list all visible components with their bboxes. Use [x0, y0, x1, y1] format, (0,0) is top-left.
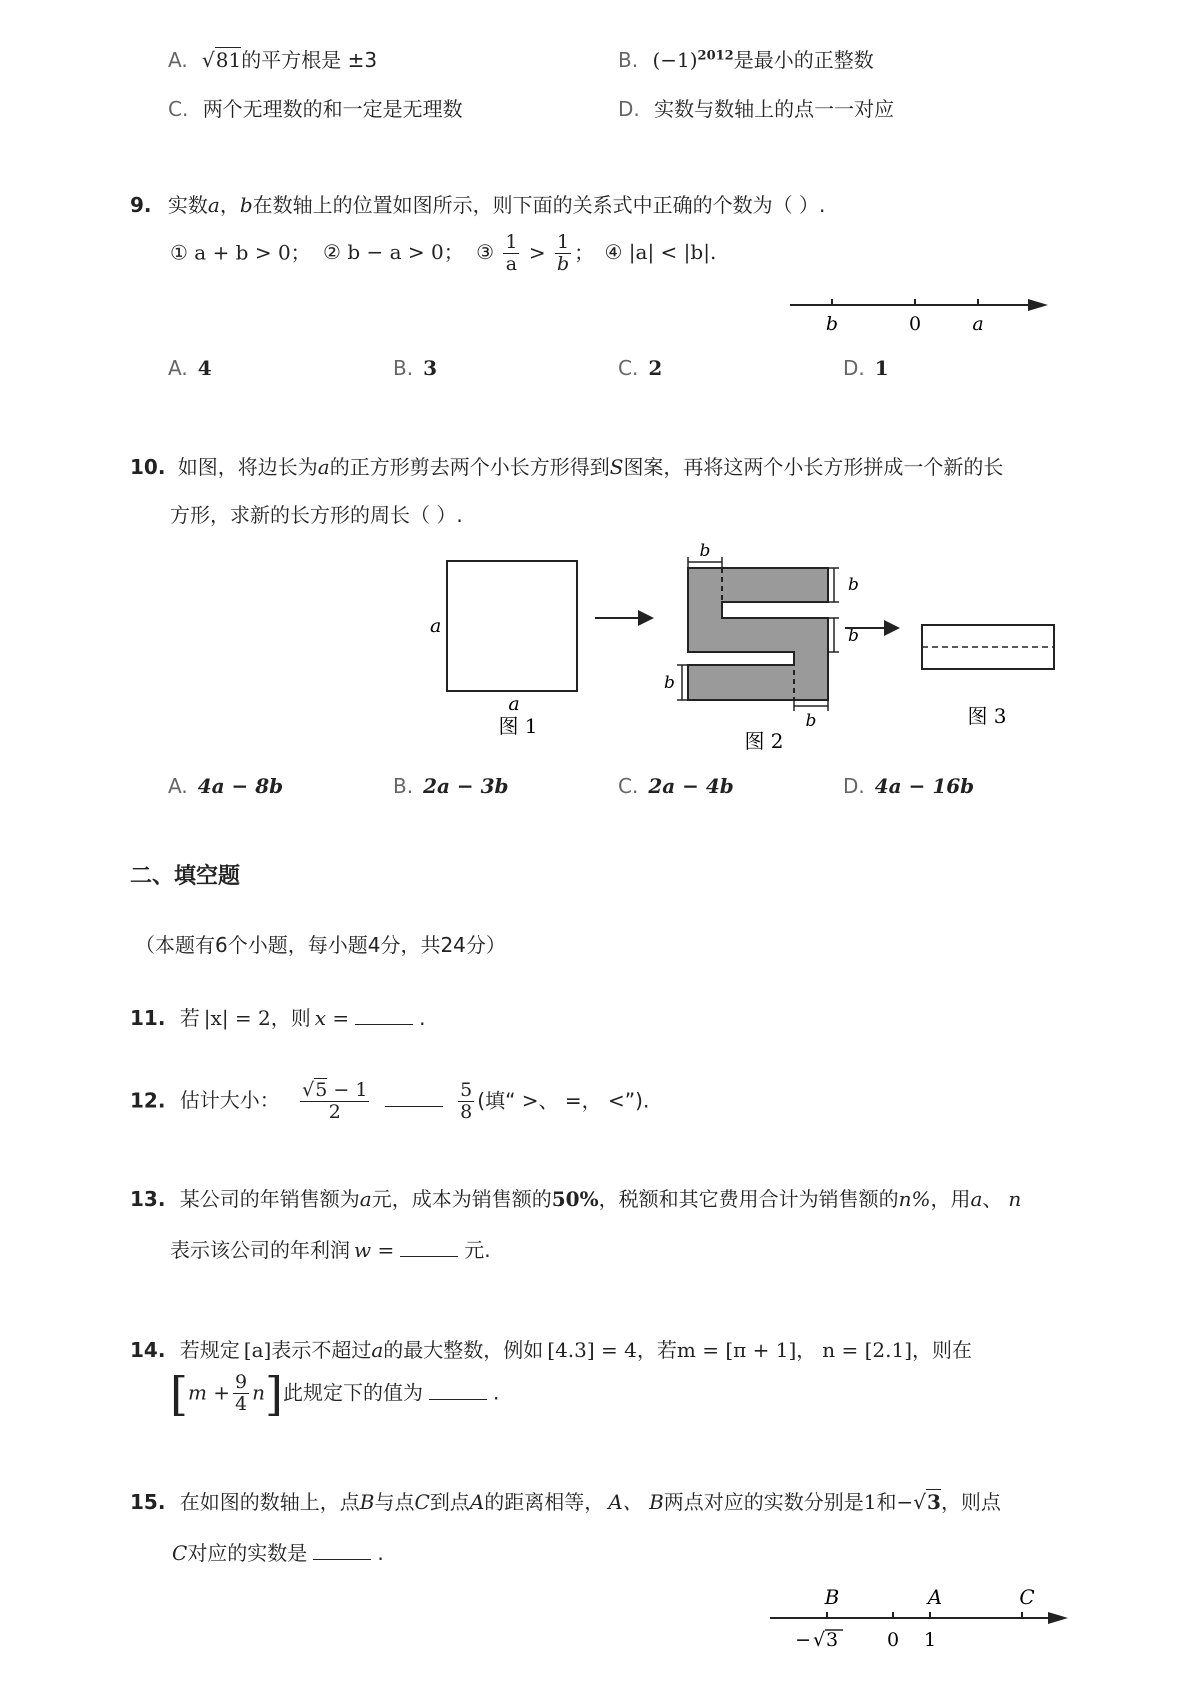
q10-option-b[interactable]: [393, 774, 509, 798]
option-letter: A.: [168, 774, 188, 798]
var-n: n: [1008, 1187, 1022, 1211]
answer-blank[interactable]: [313, 1539, 371, 1560]
value-one: 1: [863, 1490, 877, 1514]
figure-2-s-shape: [688, 568, 828, 700]
figure-2-label-b-top: b: [699, 541, 711, 561]
q10-option-c[interactable]: [618, 774, 734, 798]
option-letter: C.: [168, 97, 189, 121]
stem-text: 估计大小：: [179, 1088, 280, 1113]
q13-line2: [170, 1236, 491, 1262]
stem-text: 图案，再将这两个小长方形拼成一个新的长: [623, 455, 1004, 479]
points-a-b: A、 B: [608, 1490, 664, 1514]
q9-conditions: [170, 232, 716, 276]
q10-option-a[interactable]: [168, 774, 283, 798]
q9-option-a[interactable]: [168, 356, 212, 380]
stem-text: 若: [179, 1006, 200, 1030]
option-value: 3: [423, 356, 437, 380]
q15-line2: [172, 1539, 384, 1565]
option-letter: D.: [843, 774, 865, 798]
axis-arrow: [1048, 1612, 1068, 1624]
stem-text: 在如图的数轴上，点: [179, 1490, 360, 1514]
condition-4: ④ |a| < |b|.: [604, 240, 717, 265]
power-exponent: 2012: [697, 48, 734, 64]
axis-label-minus: −: [795, 1629, 811, 1651]
figure-2-label-b-bottom: b: [805, 711, 817, 731]
option-value: 2a − 4b: [648, 774, 734, 798]
option-letter: A.: [168, 48, 188, 72]
math-expression: n = [2.1]: [822, 1338, 913, 1362]
point-a: A: [469, 1490, 485, 1514]
var-a: a: [371, 1338, 384, 1362]
math-expression: [4.3] = 4: [547, 1338, 637, 1362]
point-c: C: [172, 1541, 188, 1565]
option-letter: C.: [618, 356, 639, 380]
option-text: 实数与数轴上的点一一对应: [654, 97, 895, 121]
var-a: a: [207, 193, 220, 217]
right-bracket: ]: [265, 1367, 283, 1421]
comma: ，: [219, 193, 240, 217]
q14-line1: [130, 1338, 972, 1362]
semicolon: ；: [574, 240, 595, 265]
figure-2-label-b-left: b: [664, 673, 675, 693]
stem-text: 的正方形剪去两个小长方形得到: [329, 455, 610, 479]
q14-line2: [170, 1367, 500, 1421]
stem-text: 元.: [464, 1238, 491, 1262]
question-number: 12.: [130, 1088, 166, 1113]
stem-text: (填“ >、 =， <”).: [477, 1088, 650, 1113]
option-text: 是最小的正整数: [733, 48, 874, 72]
stem-text: 的距离相等，: [484, 1490, 605, 1514]
q8-option-b[interactable]: [618, 48, 874, 72]
period: .: [419, 1006, 426, 1030]
stem-text: 到点: [429, 1490, 470, 1514]
q8-option-a[interactable]: [168, 48, 377, 72]
fraction-5-over-8: $\frac{5}{8}$: [460, 1079, 473, 1123]
q8-option-c[interactable]: [168, 97, 463, 121]
var-a: a: [359, 1187, 372, 1211]
answer-blank[interactable]: [429, 1379, 487, 1400]
stem-text: 与点: [374, 1490, 415, 1514]
axis-arrow: [1028, 299, 1048, 311]
fraction-1-over-b: $\frac{1}{b}$: [556, 231, 570, 275]
figure-1-caption: 图 1: [498, 714, 538, 738]
option-value: 4: [197, 356, 212, 380]
option-letter: A.: [168, 356, 188, 380]
stem-text: 和: [876, 1490, 897, 1514]
q13-line1: [130, 1187, 1021, 1211]
option-value: 4a − 16b: [874, 774, 975, 798]
section-title: 二、填空题: [130, 864, 241, 889]
stem-text: 如图，将边长为: [177, 455, 318, 479]
question-number: 11.: [130, 1006, 166, 1030]
answer-blank[interactable]: [400, 1236, 458, 1257]
figure-1-square: [447, 561, 577, 691]
q9-number-line: [790, 290, 1050, 340]
q9-option-c[interactable]: [618, 356, 662, 380]
q12: [130, 1080, 649, 1124]
axis-label-b: b: [825, 313, 839, 335]
axis-label-three: 3: [826, 1629, 839, 1651]
axis-label-c: C: [1019, 1586, 1035, 1609]
sqrt-three: √3: [913, 1490, 941, 1514]
percent-n: n%: [898, 1187, 931, 1211]
q10-figures: [420, 540, 1070, 760]
stem-text: 此规定下的值为: [282, 1380, 423, 1405]
greater-than: >: [528, 240, 546, 265]
separator: 、: [982, 1187, 1003, 1211]
axis-label-zero: 0: [886, 1629, 900, 1651]
point-c: C: [414, 1490, 430, 1514]
stem-text: 若规定: [179, 1338, 240, 1362]
option-value: 1: [874, 356, 889, 380]
q15-number-line: [765, 1586, 1075, 1676]
q10-stem-line2: 方形，求新的长方形的周长（ ）.: [170, 503, 463, 527]
fraction-9-over-4: $\frac{9}{4}$: [235, 1371, 248, 1416]
answer-blank[interactable]: [385, 1086, 443, 1107]
math-expression: |x| = 2: [203, 1006, 271, 1030]
option-value: 2: [648, 356, 663, 380]
stem-text: ，则点: [940, 1490, 1001, 1514]
condition-1: ① a + b > 0；: [170, 240, 311, 265]
option-value: 2a − 3b: [423, 774, 509, 798]
q15-line1: [130, 1490, 1001, 1514]
period: .: [377, 1541, 384, 1565]
figure-3-caption: 图 3: [967, 704, 1007, 728]
axis-label-a: a: [972, 313, 984, 335]
power-base: (−1): [652, 48, 698, 72]
sqrt-sign: √: [813, 1629, 826, 1651]
stem-text: ，用: [930, 1187, 971, 1211]
figure-2-label-b-right-upper: b: [848, 575, 859, 595]
figure-2-caption: 图 2: [744, 729, 784, 753]
stem-text: ，则: [270, 1006, 311, 1030]
fraction-1-over-a: $\frac{1}{a}$: [505, 231, 518, 275]
left-bracket: [: [170, 1367, 188, 1421]
var-a: a: [317, 455, 330, 479]
stem-text: 对应的实数是: [187, 1541, 308, 1565]
option-letter: C.: [618, 774, 639, 798]
stem-text: 表示不超过: [271, 1338, 372, 1362]
stem-text: ，税额和其它费用合计为销售额的: [598, 1187, 899, 1211]
math-expression: n: [252, 1380, 266, 1405]
q9-stem: [130, 193, 825, 217]
math-expression: w =: [354, 1238, 395, 1262]
stem-text: 的最大整数，例如: [383, 1338, 544, 1362]
period: .: [492, 1380, 500, 1405]
answer-blank[interactable]: [355, 1004, 413, 1025]
stem-text: 实数: [167, 193, 208, 217]
stem-text: ，若: [636, 1338, 677, 1362]
option-letter: B.: [618, 48, 639, 72]
question-number: 10.: [130, 455, 166, 479]
stem-text: 某公司的年销售额为: [179, 1187, 360, 1211]
q10-option-d[interactable]: [843, 774, 974, 798]
condition-2: ② b − a > 0；: [323, 240, 464, 265]
option-text: 两个无理数的和一定是无理数: [202, 97, 463, 121]
question-number: 15.: [130, 1490, 166, 1514]
var-a: a: [970, 1187, 983, 1211]
option-letter: B.: [393, 774, 414, 798]
stem-text: 表示该公司的年利润: [170, 1238, 350, 1262]
axis-label-one: 1: [923, 1629, 937, 1651]
figure-1-side-bottom: a: [508, 693, 520, 715]
point-b: B: [359, 1490, 375, 1514]
math-expression: x =: [314, 1006, 350, 1030]
stem-text: 在数轴上的位置如图所示，则下面的关系式中正确的个数为（ ）.: [252, 193, 826, 217]
option-letter: D.: [618, 97, 640, 121]
minus-sign: −: [896, 1490, 914, 1514]
axis-label-zero: 0: [908, 313, 922, 335]
question-number: 13.: [130, 1187, 166, 1211]
figure-2-label-b-right-lower: b: [848, 626, 859, 646]
question-number: 9.: [130, 193, 152, 217]
var-b: b: [239, 193, 253, 217]
comma: ，: [796, 1338, 817, 1362]
condition-3-prefix: ③: [476, 240, 495, 265]
option-letter: B.: [393, 356, 414, 380]
math-expression: [a]: [243, 1338, 272, 1362]
q9-option-d[interactable]: [843, 356, 889, 380]
stem-text: ，则在: [912, 1338, 973, 1362]
sqrt-expression: √81: [202, 48, 242, 72]
q8-option-d[interactable]: [618, 97, 894, 121]
axis-label-b: B: [824, 1586, 840, 1609]
option-value: 4a − 8b: [197, 774, 284, 798]
stem-text: 两点对应的实数分别是: [663, 1490, 864, 1514]
fraction-sqrt5-minus-1-over-2: $\frac{√5 - 1}{2}$: [302, 1079, 368, 1123]
percent-value: 50%: [551, 1187, 599, 1211]
math-expression: m = [π + 1]: [676, 1338, 797, 1362]
option-letter: D.: [843, 356, 865, 380]
var-s: S: [609, 455, 624, 479]
figure-1-side-left: a: [430, 615, 442, 637]
axis-label-a: A: [927, 1586, 943, 1609]
question-number: 14.: [130, 1338, 166, 1362]
math-expression: m +: [187, 1380, 231, 1405]
section-note: （本题有6个小题，每小题4分，共24分）: [135, 933, 506, 957]
q10-stem-line1: [130, 455, 1003, 479]
q11: [130, 1004, 426, 1030]
option-text: 的平方根是 ±3: [241, 48, 378, 72]
q9-option-b[interactable]: [393, 356, 437, 380]
stem-text: 元，成本为销售额的: [371, 1187, 552, 1211]
